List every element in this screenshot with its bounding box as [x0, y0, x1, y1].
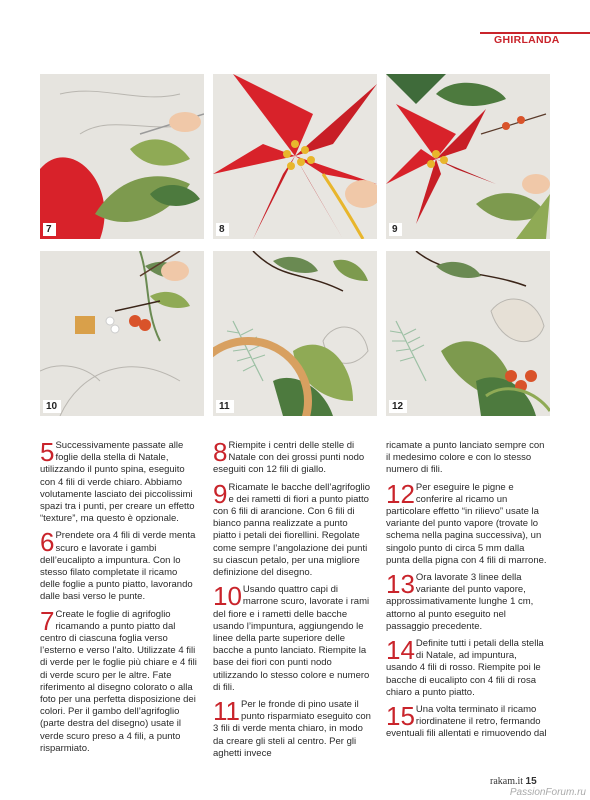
photo-number: 9 — [389, 223, 402, 236]
step-13 — [386, 569, 550, 633]
photo-step-7 — [40, 74, 204, 239]
photo-step-9 — [386, 74, 550, 239]
step-text: Per le fronde di pino usate il punto risparmiato eseguito con 3 fili di verde menta chiaro, in modo da creare gli steli al centro. Per gli aghetti invece — [213, 699, 371, 759]
step-text: Per eseguire le pigne e conferire al ricamo un particolare effetto “in rilievo” usate la variante del punto vapore (trovate lo schema nella pagina successiva), un singolo punto di circa 5 mm dalla punta della pigna con 4 fili di marrone. — [386, 481, 547, 566]
step-number: 13 — [386, 569, 415, 600]
step-number: 5 — [40, 437, 55, 467]
step-number: 11 — [213, 696, 240, 727]
step-text: Ricamate le bacche dell’agrifoglio e dei rametti di fiori a punto piatto con 6 fili di arancione. Con 6 fili di bianco panna realizzate a punto piatto i petali dei fiorellini. Regolate come sempre l’angolazione dei punti su ciascun petalo, per una migliore definizione del disegno. — [213, 481, 370, 579]
step-number: 6 — [40, 527, 55, 558]
photo-number: 12 — [389, 400, 407, 413]
page-number: 15 — [525, 776, 537, 787]
page-footer — [490, 776, 537, 787]
photo-number: 10 — [43, 400, 61, 413]
photo-grid — [40, 74, 550, 416]
step-text: Una volta terminato il ricamo riordinatene il retro, fermando eventuali fili allentati e rimuovendo dal — [386, 704, 547, 740]
photo-step-10 — [40, 251, 204, 416]
step-7 — [40, 605, 198, 755]
photo-step-8 — [213, 74, 377, 239]
step-11 — [213, 696, 371, 760]
text-column-3 — [386, 440, 550, 746]
step-8 — [213, 437, 371, 477]
step-number: 12 — [386, 478, 415, 509]
step-6 — [40, 527, 198, 603]
step-12 — [386, 478, 550, 567]
photo-number: 11 — [216, 400, 234, 413]
step-number: 9 — [213, 478, 228, 509]
step-10 — [213, 581, 371, 694]
step-number: 15 — [386, 701, 415, 732]
text-column-2 — [213, 437, 371, 765]
step-number: 7 — [40, 605, 55, 636]
step-number: 8 — [213, 437, 228, 467]
step-text: Riempite i centri delle stelle di Natale con dei grossi punti nodo eseguiti con 12 fili di giallo. — [213, 440, 365, 476]
photo-step-12 — [386, 251, 550, 416]
step-text: Usando quattro capi di marrone scuro, lavorate i rami del fiore e i rametti delle bacche usando l’impuntura, aggiungendo le linee della parte superiore delle bacche a punto lanciato. Riempite la base dei fiori con punti nodo utilizzando lo stesso colore e numero di fili. — [213, 584, 370, 693]
step-text: Definite tutti i petali della stella di Natale, ad impuntura, usando 4 fili di rosso. Riempite poi le bacche di eucalipto con 4 fili di rosa chiaro a punto piatto. — [386, 638, 544, 698]
watermark: PassionForum.ru — [509, 787, 586, 798]
step-5 — [40, 437, 198, 525]
photo-step-11 — [213, 251, 377, 416]
step-text: Successivamente passate alle foglie della stella di Natale, utilizzando il punto spina, eseguito con 4 fili di verde chiaro. Abbiamo volutamente lasciato dei piccolissimi spazi tra i punti, per creare un effetto “texture”, ma questo è opzionale. — [40, 440, 195, 525]
photo-number: 7 — [43, 223, 56, 236]
step-number: 10 — [213, 581, 242, 612]
step-14 — [386, 635, 550, 699]
step-number: 14 — [386, 635, 415, 666]
text-column-1 — [40, 437, 198, 760]
step-text: Create le foglie di agrifoglio ricamando a punto piatto dal centro di ciascuna foglia verso l’esterno e verso l’alto. Utilizzate 4 fili di verde per le foglie più chiare e 4 fili di verde scuro per le altre. Fate riferimento al disegno colorato o alla foto per una perfetta disposizione dei colori. Per il gambo dell’agrifoglio (parte destra del disegno) usate il verde scuro preso a 4 fili, a punto risparmiato. — [40, 608, 197, 754]
step-text: Ora lavorate 3 linee della variante del punto vapore, approssimativamente lunghe 1 cm, attorno al punto eseguito nel passaggio precedente. — [386, 572, 534, 632]
step-9 — [213, 478, 371, 580]
site-name: rakam.it — [490, 776, 524, 787]
step-11-continued: ricamate a punto lanciato sempre con il medesimo colore e con lo stesso numero di fili. — [386, 440, 545, 476]
step-text: Prendete ora 4 fili di verde menta scuro e lavorate i gambi dell’eucalipto a impuntura. Con lo stesso filato completate il ricamo delle foglie a punto piatto, lavorando dalle basi verso le punte. — [40, 530, 196, 603]
photo-number: 8 — [216, 223, 229, 236]
step-15 — [386, 701, 550, 741]
section-label: GHIRLANDA — [494, 34, 560, 46]
